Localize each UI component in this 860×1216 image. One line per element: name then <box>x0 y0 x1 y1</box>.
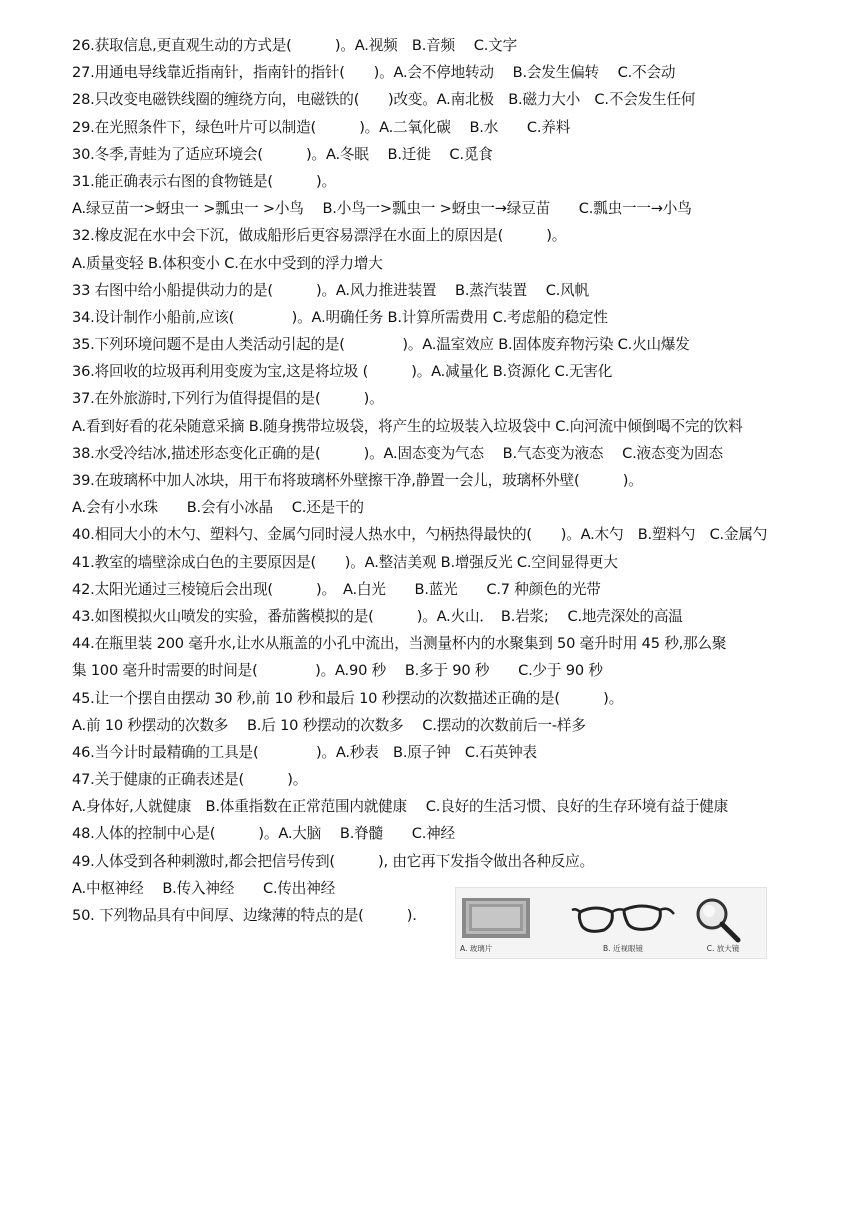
question-45: 45.让一个摆自由摆动 30 秒,前 10 秒和最后 10 秒摆动的次数描述正确的是( )。 <box>72 689 623 707</box>
question-45-options: A.前 10 秒摆动的次数多 B.后 10 秒摆动的次数多 C.摆动的次数前后一-样多 <box>72 716 586 734</box>
question-49-options: A.中枢神经 B.传入神经 C.传出神经 <box>72 879 335 897</box>
question-44-continued: 集 100 毫升时需要的时间是( )。A.90 秒 B.多于 90 秒 C.少于 90 秒 <box>72 662 603 680</box>
question-29: 29.在光照条件下，绿色叶片可以制造( )。A.二氧化碳 B.水 C.养料 <box>72 118 571 136</box>
question-50-figure <box>455 887 767 959</box>
option-c-figure <box>680 888 766 958</box>
question-46: 46.当今计时最精确的工具是( )。A.秒表 B.原子钟 C.石英钟表 <box>72 743 537 761</box>
question-39-options: A.会有小水珠 B.会有小冰晶 C.还是干的 <box>72 499 364 517</box>
question-32: 32.橡皮泥在水中会下沉，做成船形后更容易漂浮在水面上的原因是( )。 <box>72 227 567 245</box>
question-43: 43.如图模拟火山喷发的实验，番茄酱模拟的是( )。A.火山． B.岩浆; C.地壳深处的高温 <box>72 607 683 625</box>
question-47-options: A.身体好,人就健康 B.体重指数在正常范围内就健康 C.良好的生活习惯、良好的生存环境有益于健康 <box>72 798 729 816</box>
option-b-figure <box>568 888 678 958</box>
question-36: 36.将回收的垃圾再利用变废为宝,这是将垃圾 ( )。A.减量化 B.资源化 C.无害化 <box>72 363 613 381</box>
question-44: 44.在瓶里装 200 毫升水,让水从瓶盖的小孔中流出，当测量杯内的水聚集到 50 毫升时用 45 秒,那么聚 <box>72 635 727 653</box>
question-32-options: A.质量变轻 B.体积变小 C.在水中受到的浮力增大 <box>72 254 383 272</box>
question-35: 35.下列环境问题不是由人类活动引起的是( )。A.温室效应 B.固体废弃物污染 C.火山爆发 <box>72 336 690 354</box>
question-list <box>72 32 832 929</box>
question-40: 40.相同大小的木勺、塑料勺、金属勺同时浸人热水中，勺柄热得最快的( )。A.木勺 B.塑料勺 C.金属勺 <box>72 526 768 544</box>
question-26: 26.获取信息,更直观生动的方式是( )。A.视频 B.音频 C.文字 <box>72 37 517 54</box>
question-30: 30.冬季,青蛙为了适应环境会( )。A.冬眠 B.迁徙 C.觅食 <box>72 145 493 163</box>
option-a-label: A. 玻璃片 <box>460 944 493 953</box>
question-42: 42.太阳光通过三棱镜后会出现( )。 A.白光 B.蓝光 C.7 种颜色的光带 <box>72 580 601 598</box>
option-b-label: B. 近视眼镜 <box>603 944 643 953</box>
question-38: 38.水受冷结冰,描述形态变化正确的是( )。A.固态变为气态 B.气态变为液态 C.液态变为固态 <box>72 444 723 462</box>
option-a-figure <box>456 888 566 958</box>
question-28: 28.只改变电磁铁线圈的缠绕方向，电磁铁的( )改变。A.南北极 B.磁力大小 C.不会发生任何 <box>72 91 696 109</box>
question-50: 50. 下列物品具有中间厚、边缘薄的特点的是( ). <box>72 907 417 924</box>
question-31: 31.能正确表示右图的食物链是( )。 <box>72 172 336 190</box>
option-c-label: C. 放大镜 <box>706 944 740 953</box>
question-33: 33 右图中给小船提供动力的是( )。A.风力推进装置 B.蒸汽装置 C.风帆 <box>72 281 589 299</box>
question-34: 34.设计制作小船前,应该( )。A.明确任务 B.计算所需费用 C.考虑船的稳定性 <box>72 308 608 326</box>
question-47: 47.关于健康的正确表述是( )。 <box>72 771 308 789</box>
question-49: 49.人体受到各种刺激时,都会把信号传到( ), 由它再下发指令做出各种反应。 <box>72 852 594 870</box>
question-37: 37.在外旅游时,下列行为值得提倡的是( )。 <box>72 390 384 408</box>
question-27: 27.用通电导线靠近指南针，指南针的指针( )。A.会不停地转动 B.会发生偏转 C.不会动 <box>72 64 676 82</box>
question-41: 41.教室的墙壁涂成白色的主要原因是( )。A.整洁美观 B.增强反光 C.空间显得更大 <box>72 553 618 571</box>
question-31-options: A.绿豆苗一>蚜虫一 >瓢虫一 >小鸟 B.小鸟一>瓢虫一 >蚜虫一→绿豆苗 C.瓢虫一一→小鸟 <box>72 200 692 218</box>
question-48: 48.人体的控制中心是( )。A.大脑 B.脊髓 C.神经 <box>72 825 455 843</box>
question-39: 39.在玻璃杯中加人冰块，用干布将玻璃杯外壁擦干净,静置一会儿，玻璃杯外壁( )。 <box>72 472 643 489</box>
question-37-options: A.看到好看的花朵随意采摘 B.随身携带垃圾袋，将产生的垃圾装入垃圾袋中 C.向河流中倾倒喝不完的饮料 <box>72 417 743 435</box>
